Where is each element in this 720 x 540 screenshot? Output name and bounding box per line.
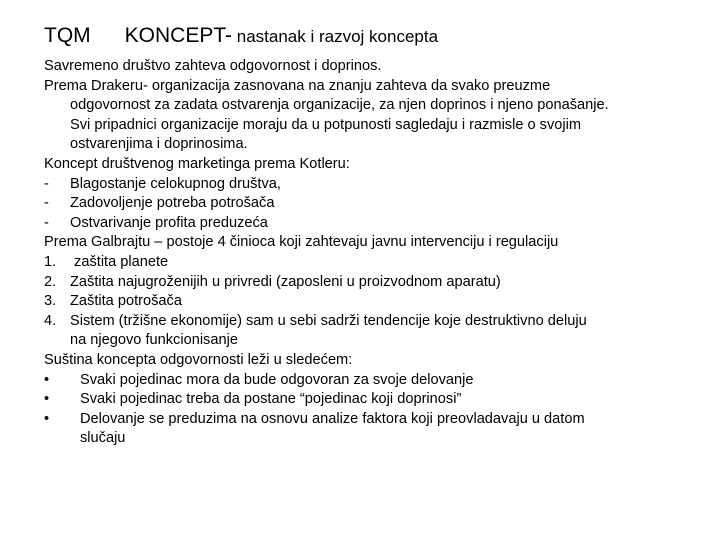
list-dash: - [44,214,49,231]
list-item [44,214,694,234]
bullet-icon: • [44,391,50,408]
list-item-text: Zaštita najugroženijih u privredi (zaposleni u proizvodnom aparatu) [70,273,501,290]
paragraph-drucker-continuation: Svi pripadnici organizacije moraju da u potpunosti sagledaju i razmisle o svojim [70,116,582,133]
list-item-text: Sistem (tržišne ekonomije) sam u sebi sadrži tendencije koje destruktivno deluju [70,312,587,329]
list-item-text: Zaštita potrošača [70,293,182,310]
paragraph-galbraith: Prema Galbrajtu – postoje 4 činioca koji zahtevaju javnu intervenciju i regulaciju [44,234,559,251]
list-item-continuation: na njegovo funkcionisanje [70,332,238,349]
list-item-text: Ostvarivanje profita preduzeća [70,214,268,231]
list-item [44,194,694,214]
paragraph-essence: Suština koncepta odgovornosti leži u sledećem: [44,351,353,368]
list-item-text: zaštita planete [70,253,169,270]
title-prefix: TQM [44,24,91,47]
slide-title [44,24,438,48]
list-number: 1. [44,253,57,270]
list-item [44,410,694,430]
list-number: 4. [44,312,57,329]
list-item [44,253,694,273]
paragraph-drucker-continuation: ostvarenjima i doprinosima. [70,136,248,153]
list-item [44,175,694,195]
paragraph-kotler: Koncept društvenog marketinga prema Kotleru: [44,155,350,172]
list-item [44,390,694,410]
title-main: KONCEPT- [124,24,233,47]
bullet-icon: • [44,371,50,388]
paragraph-drucker-continuation: odgovornost za zadata ostvarenja organizacije, za njen doprinos i njeno ponašanje. [70,97,609,114]
list-item-continuation: slučaju [80,430,126,447]
list-item [44,312,694,332]
list-item-text: Zadovoljenje potreba potrošača [70,195,275,212]
title-subtitle: nastanak i razvoj koncepta [232,27,439,46]
list-item-text: Delovanje se preduzima na osnovu analize faktora koji preovladavaju u datom [80,410,585,427]
list-item-text: Svaki pojedinac treba da postane “pojedinac koji doprinosi” [80,391,462,408]
list-item [44,273,694,293]
list-dash: - [44,195,49,212]
list-item-text: Blagostanje celokupnog društva, [70,175,281,192]
list-item [44,292,694,312]
bullet-icon: • [44,410,50,427]
list-dash: - [44,175,49,192]
list-item-text: Svaki pojedinac mora da bude odgovoran za svoje delovanje [80,371,474,388]
paragraph-society: Savremeno društvo zahteva odgovornost i doprinos. [44,58,382,74]
list-item [44,371,694,391]
list-number: 3. [44,293,57,310]
slide-body [44,57,694,449]
list-number: 2. [44,273,57,290]
paragraph-drucker: Prema Drakeru- organizacija zasnovana na znanju zahteva da svako preuzme [44,77,551,94]
